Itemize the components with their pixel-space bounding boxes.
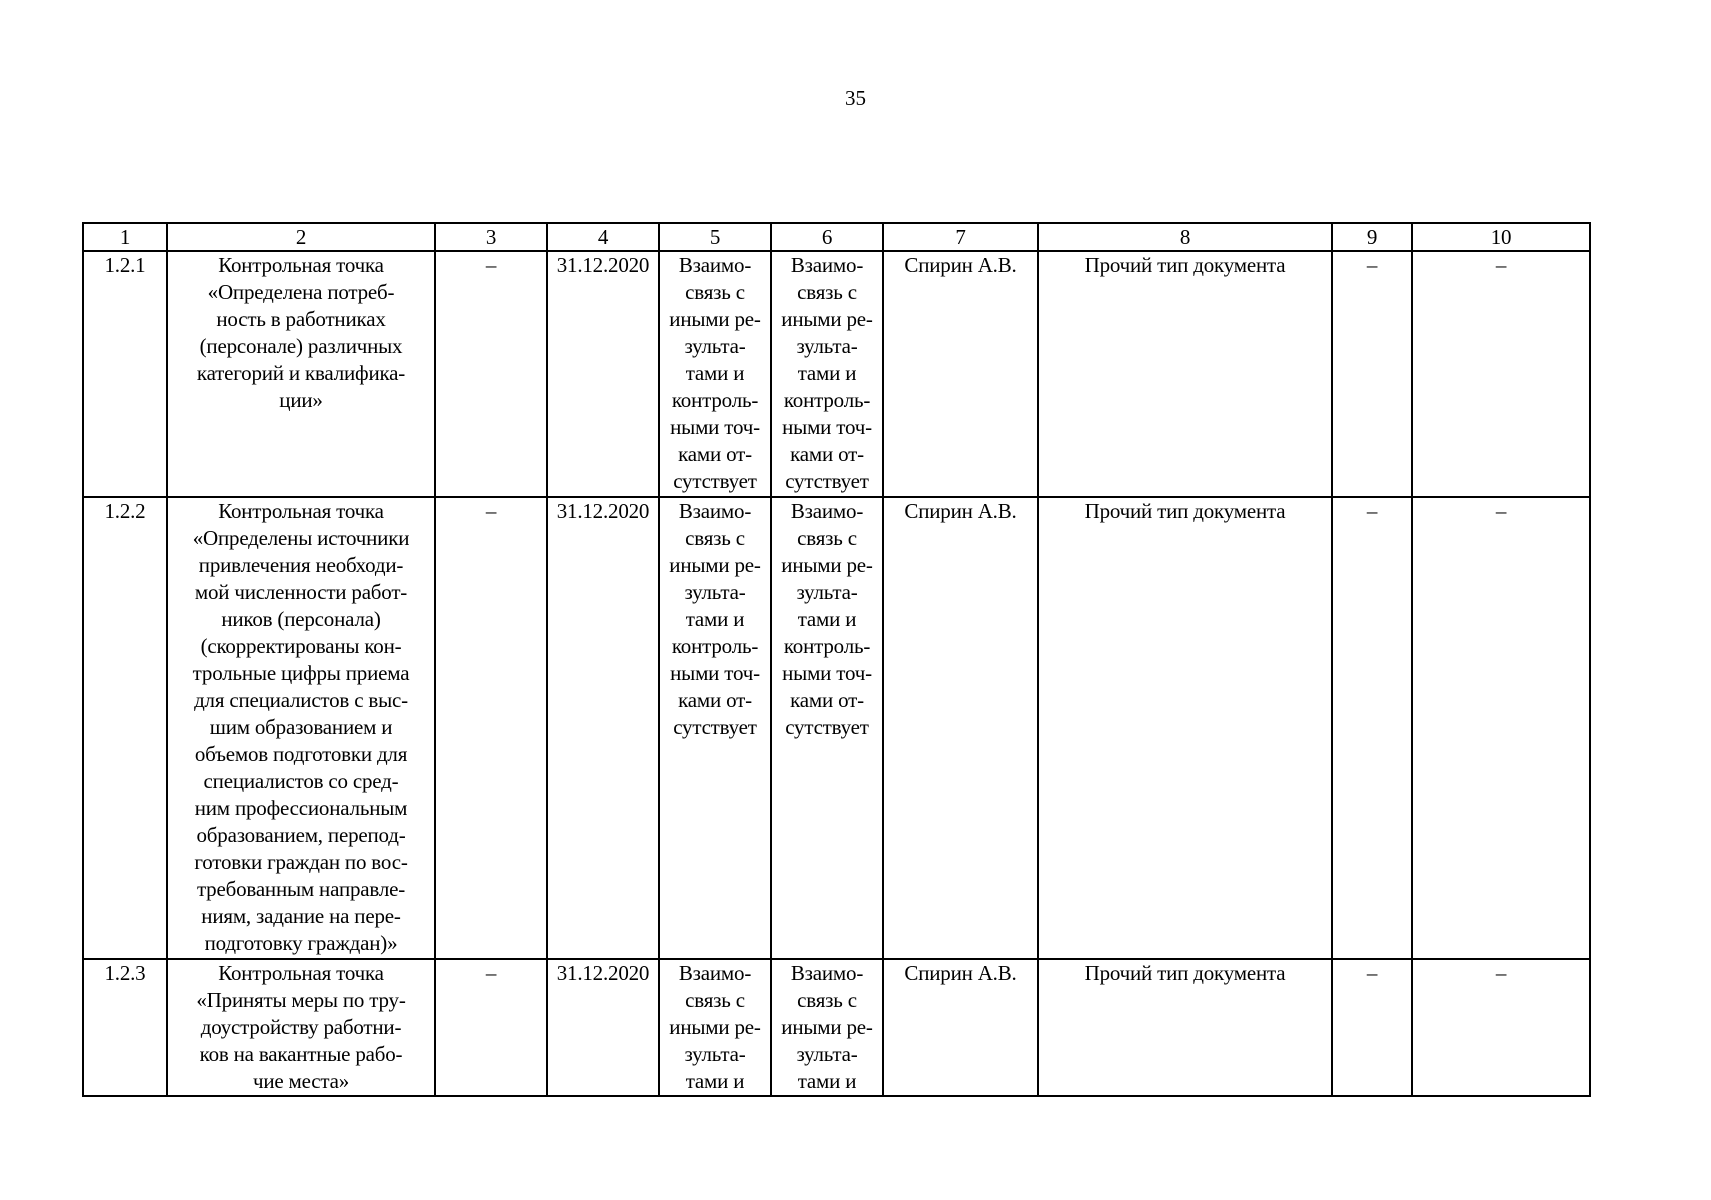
table-row xyxy=(83,251,1590,497)
date-cell: 31.12.2020 xyxy=(547,959,659,1096)
document-type-cell: Прочий тип документа xyxy=(1038,959,1332,1096)
page-number: 35 xyxy=(845,86,866,110)
responsible-cell: Спирин А.В. xyxy=(883,497,1038,959)
row-id-cell: 1.2.2 xyxy=(83,497,167,959)
column-header: 4 xyxy=(547,223,659,251)
column-9-cell: – xyxy=(1332,251,1412,497)
column-10-cell: – xyxy=(1412,497,1590,959)
relation-cell-5: Взаимо- связь с иными ре- зульта- тами и xyxy=(659,959,771,1096)
column-header: 2 xyxy=(167,223,435,251)
relation-cell-6: Взаимо- связь с иными ре- зульта- тами и xyxy=(771,959,883,1096)
responsible-cell: Спирин А.В. xyxy=(883,251,1038,497)
control-point-name-cell: Контрольная точка «Приняты меры по тру- доустройству работни- ков на вакантные рабо- чие места» xyxy=(167,959,435,1096)
column-header: 7 xyxy=(883,223,1038,251)
column-header: 1 xyxy=(83,223,167,251)
column-header: 8 xyxy=(1038,223,1332,251)
column-header: 3 xyxy=(435,223,547,251)
column-10-cell: – xyxy=(1412,959,1590,1096)
control-point-name-cell: Контрольная точка «Определена потреб- ность в работниках (персонале) различных категорий и квалифика- ции» xyxy=(167,251,435,497)
column-9-cell: – xyxy=(1332,497,1412,959)
column-10-cell: – xyxy=(1412,251,1590,497)
relation-cell-5: Взаимо- связь с иными ре- зульта- тами и контроль- ными точ- ками от- сутствует xyxy=(659,497,771,959)
column-3-cell: – xyxy=(435,251,547,497)
column-header: 9 xyxy=(1332,223,1412,251)
column-9-cell: – xyxy=(1332,959,1412,1096)
relation-cell-5: Взаимо- связь с иными ре- зульта- тами и контроль- ными точ- ками от- сутствует xyxy=(659,251,771,497)
row-id-cell: 1.2.1 xyxy=(83,251,167,497)
responsible-cell: Спирин А.В. xyxy=(883,959,1038,1096)
column-header: 5 xyxy=(659,223,771,251)
column-header: 6 xyxy=(771,223,883,251)
date-cell: 31.12.2020 xyxy=(547,497,659,959)
table-header-row xyxy=(83,223,1590,251)
row-id-cell: 1.2.3 xyxy=(83,959,167,1096)
document-type-cell: Прочий тип документа xyxy=(1038,497,1332,959)
table-row xyxy=(83,497,1590,959)
control-points-table xyxy=(82,222,1591,1097)
document-type-cell: Прочий тип документа xyxy=(1038,251,1332,497)
relation-cell-6: Взаимо- связь с иными ре- зульта- тами и контроль- ными точ- ками от- сутствует xyxy=(771,497,883,959)
column-3-cell: – xyxy=(435,959,547,1096)
control-point-name-cell: Контрольная точка «Определены источники привлечения необходи- мой численности работ- ников (персонала) (скорректированы кон- трольные цифры приема для специалистов с выс- шим образованием и объемов подготовки для специалистов со сред- ним профессиональным образованием, перепод- готовки граждан по вос- требованным направле- ниям, задание на пере- подготовку граждан)» xyxy=(167,497,435,959)
date-cell: 31.12.2020 xyxy=(547,251,659,497)
column-header: 10 xyxy=(1412,223,1590,251)
table-row xyxy=(83,959,1590,1096)
column-3-cell: – xyxy=(435,497,547,959)
relation-cell-6: Взаимо- связь с иными ре- зульта- тами и контроль- ными точ- ками от- сутствует xyxy=(771,251,883,497)
